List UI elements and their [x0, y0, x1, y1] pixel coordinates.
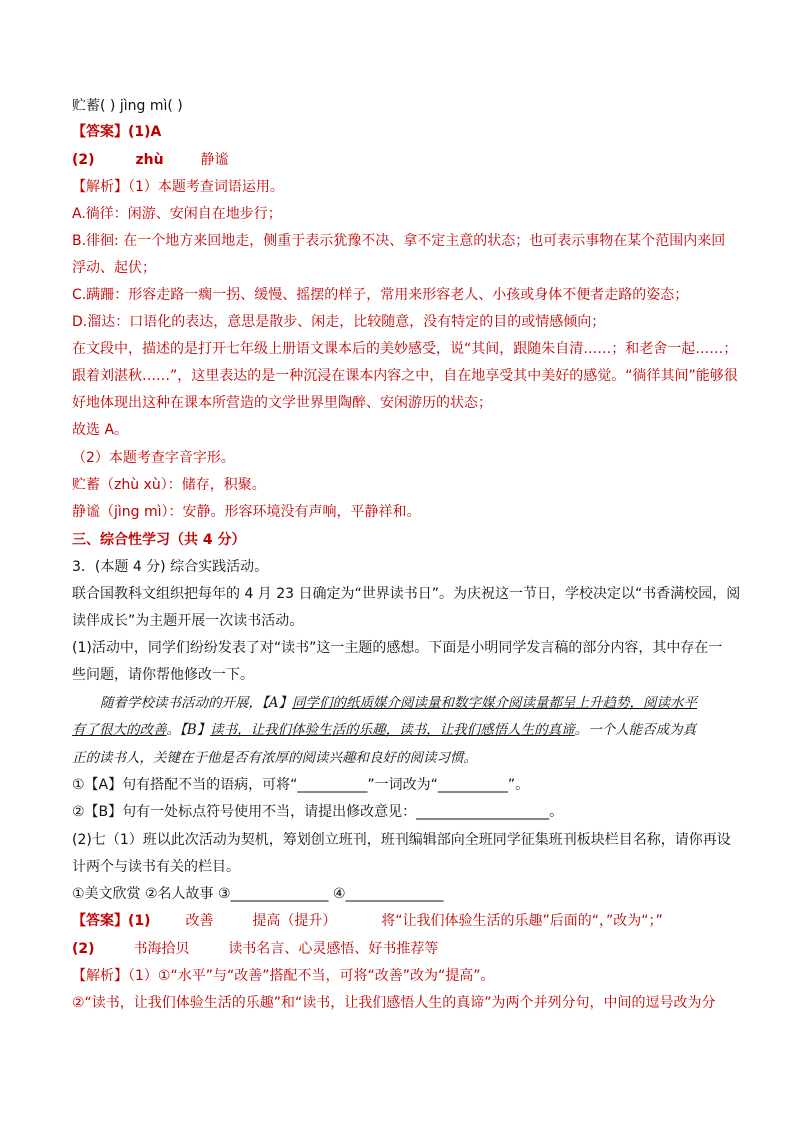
question-text: 读伴成长”为主题开展一次读书活动。: [72, 613, 304, 629]
analysis-line: B.徘徊: 在一个地方来回地走，侧重于表示犹豫不决、拿不定主意的状态；也可表示事物在某个范围内来回: [72, 233, 726, 249]
analysis-line: 在文段中，描述的是打开七年级上册语文课本后的美妙感受，说“其间，跟随朱自清……；和老舍一起……；: [72, 341, 738, 357]
sub-question: ②【B】句有一处标点符号使用不当，请提出修改意见：___________________。: [72, 804, 564, 820]
question-text: 联合国教科文组织把每年的 4 月 23 日确定为“世界读书日”。为庆祝这一节日，学校决定以“书香满校园，阅: [72, 586, 741, 602]
options-line: ①美文欣赏 ②名人故事 ③______________ ④______________: [72, 886, 444, 902]
answer-pinyin: zhù: [135, 152, 164, 168]
answer-word: 静谧: [200, 152, 229, 168]
underlined-sentence-b: 读书，让我们体验生活的乐趣，读书，让我们感悟人生的真谛: [210, 722, 575, 738]
analysis-line: 好地体现出这种在课本所营造的文学世界里陶醉、安闲游历的状态；: [72, 395, 492, 411]
analysis-line: A.徜徉：闲游、安闲自在地步行；: [72, 206, 282, 222]
analysis-line: 浮动、起伏；: [72, 260, 156, 276]
sub-question: ①【A】句有搭配不当的语病，可将“__________”一词改为“__________”。: [72, 777, 530, 793]
question-title: 3．(本题 4 分) 综合实践活动。: [72, 559, 269, 575]
question-text: (1)活动中，同学们纷纷发表了对“读书”这一主题的感想。下面是小明同学发言稿的部分内容，其中存在一: [72, 640, 723, 656]
question-line: 贮蓄( ) jìng mì( ): [72, 98, 183, 114]
question-text: (2)七（1）班以此次活动为契机，筹划创立班刊，班刊编辑部向全班同学征集班刊板块栏目名称，请你再设: [72, 832, 731, 848]
answer-line: 【答案】(1) 改善 提高（提升） 将“让我们体验生活的乐趣”后面的“，”改为“；”: [72, 913, 663, 929]
analysis-line: 【解析】（1）本题考查词语运用。: [72, 179, 284, 195]
section-heading: 三、综合性学习（共 4 分）: [72, 532, 246, 548]
analysis-line: 【解析】（1）①“水平”与“改善”搭配不当，可将“改善”改为“提高”。: [72, 968, 495, 984]
analysis-line: ②“读书，让我们体验生活的乐趣”和“读书，让我们感悟人生的真谛”为两个并列分句，中间的逗号改为分: [72, 995, 716, 1011]
analysis-line: 贮蓄（zhù xù）：储存，积聚。: [72, 477, 266, 493]
analysis-line: D.溜达：口语化的表达，意思是散步、闲走，比较随意，没有特定的目的或情感倾向；: [72, 314, 606, 330]
analysis-line: 静谧（jìng mì）：安静。形容环境没有声响，平静祥和。: [72, 504, 421, 520]
quote-line: 有了很大的改善。【B】读书，让我们体验生活的乐趣，读书，让我们感悟人生的真谛。一个人能否成为真: [72, 722, 697, 738]
analysis-line: （2）本题考查字音字形。: [72, 450, 235, 466]
underlined-sentence-a: 同学们的纸质媒介阅读量和数字媒介阅读量都呈上升趋势，阅读水平: [292, 695, 697, 711]
question-text: 计两个与读书有关的栏目。: [72, 859, 240, 875]
quote-line: 正的读书人，关键在于他是否有浓厚的阅读兴趣和良好的阅读习惯。: [72, 750, 477, 766]
answer-line-2: (2) 书海拾贝 读书名言、心灵感悟、好书推荐等: [72, 941, 439, 957]
analysis-line: 故选 A。: [72, 422, 129, 438]
analysis-line: C.蹒跚：形容走路一瘸一拐、缓慢、摇摆的样子，常用来形容老人、小孩或身体不便者走路的姿态；: [72, 287, 689, 303]
answer-line: 【答案】(1)A: [72, 124, 162, 140]
answer-num: (2): [72, 152, 95, 168]
question-text: 些问题，请你帮他修改一下。: [72, 667, 254, 683]
answer-line-2: [72, 150, 228, 170]
quote-line: 随着学校读书活动的开展，【A】同学们的纸质媒介阅读量和数字媒介阅读量都呈上升趋势，阅读水平: [100, 695, 697, 711]
analysis-line: 跟着刘湛秋……”，这里表达的是一种沉浸在课本内容之中，自在地享受其中美好的感觉。“徜徉其间”能够很: [72, 368, 738, 384]
